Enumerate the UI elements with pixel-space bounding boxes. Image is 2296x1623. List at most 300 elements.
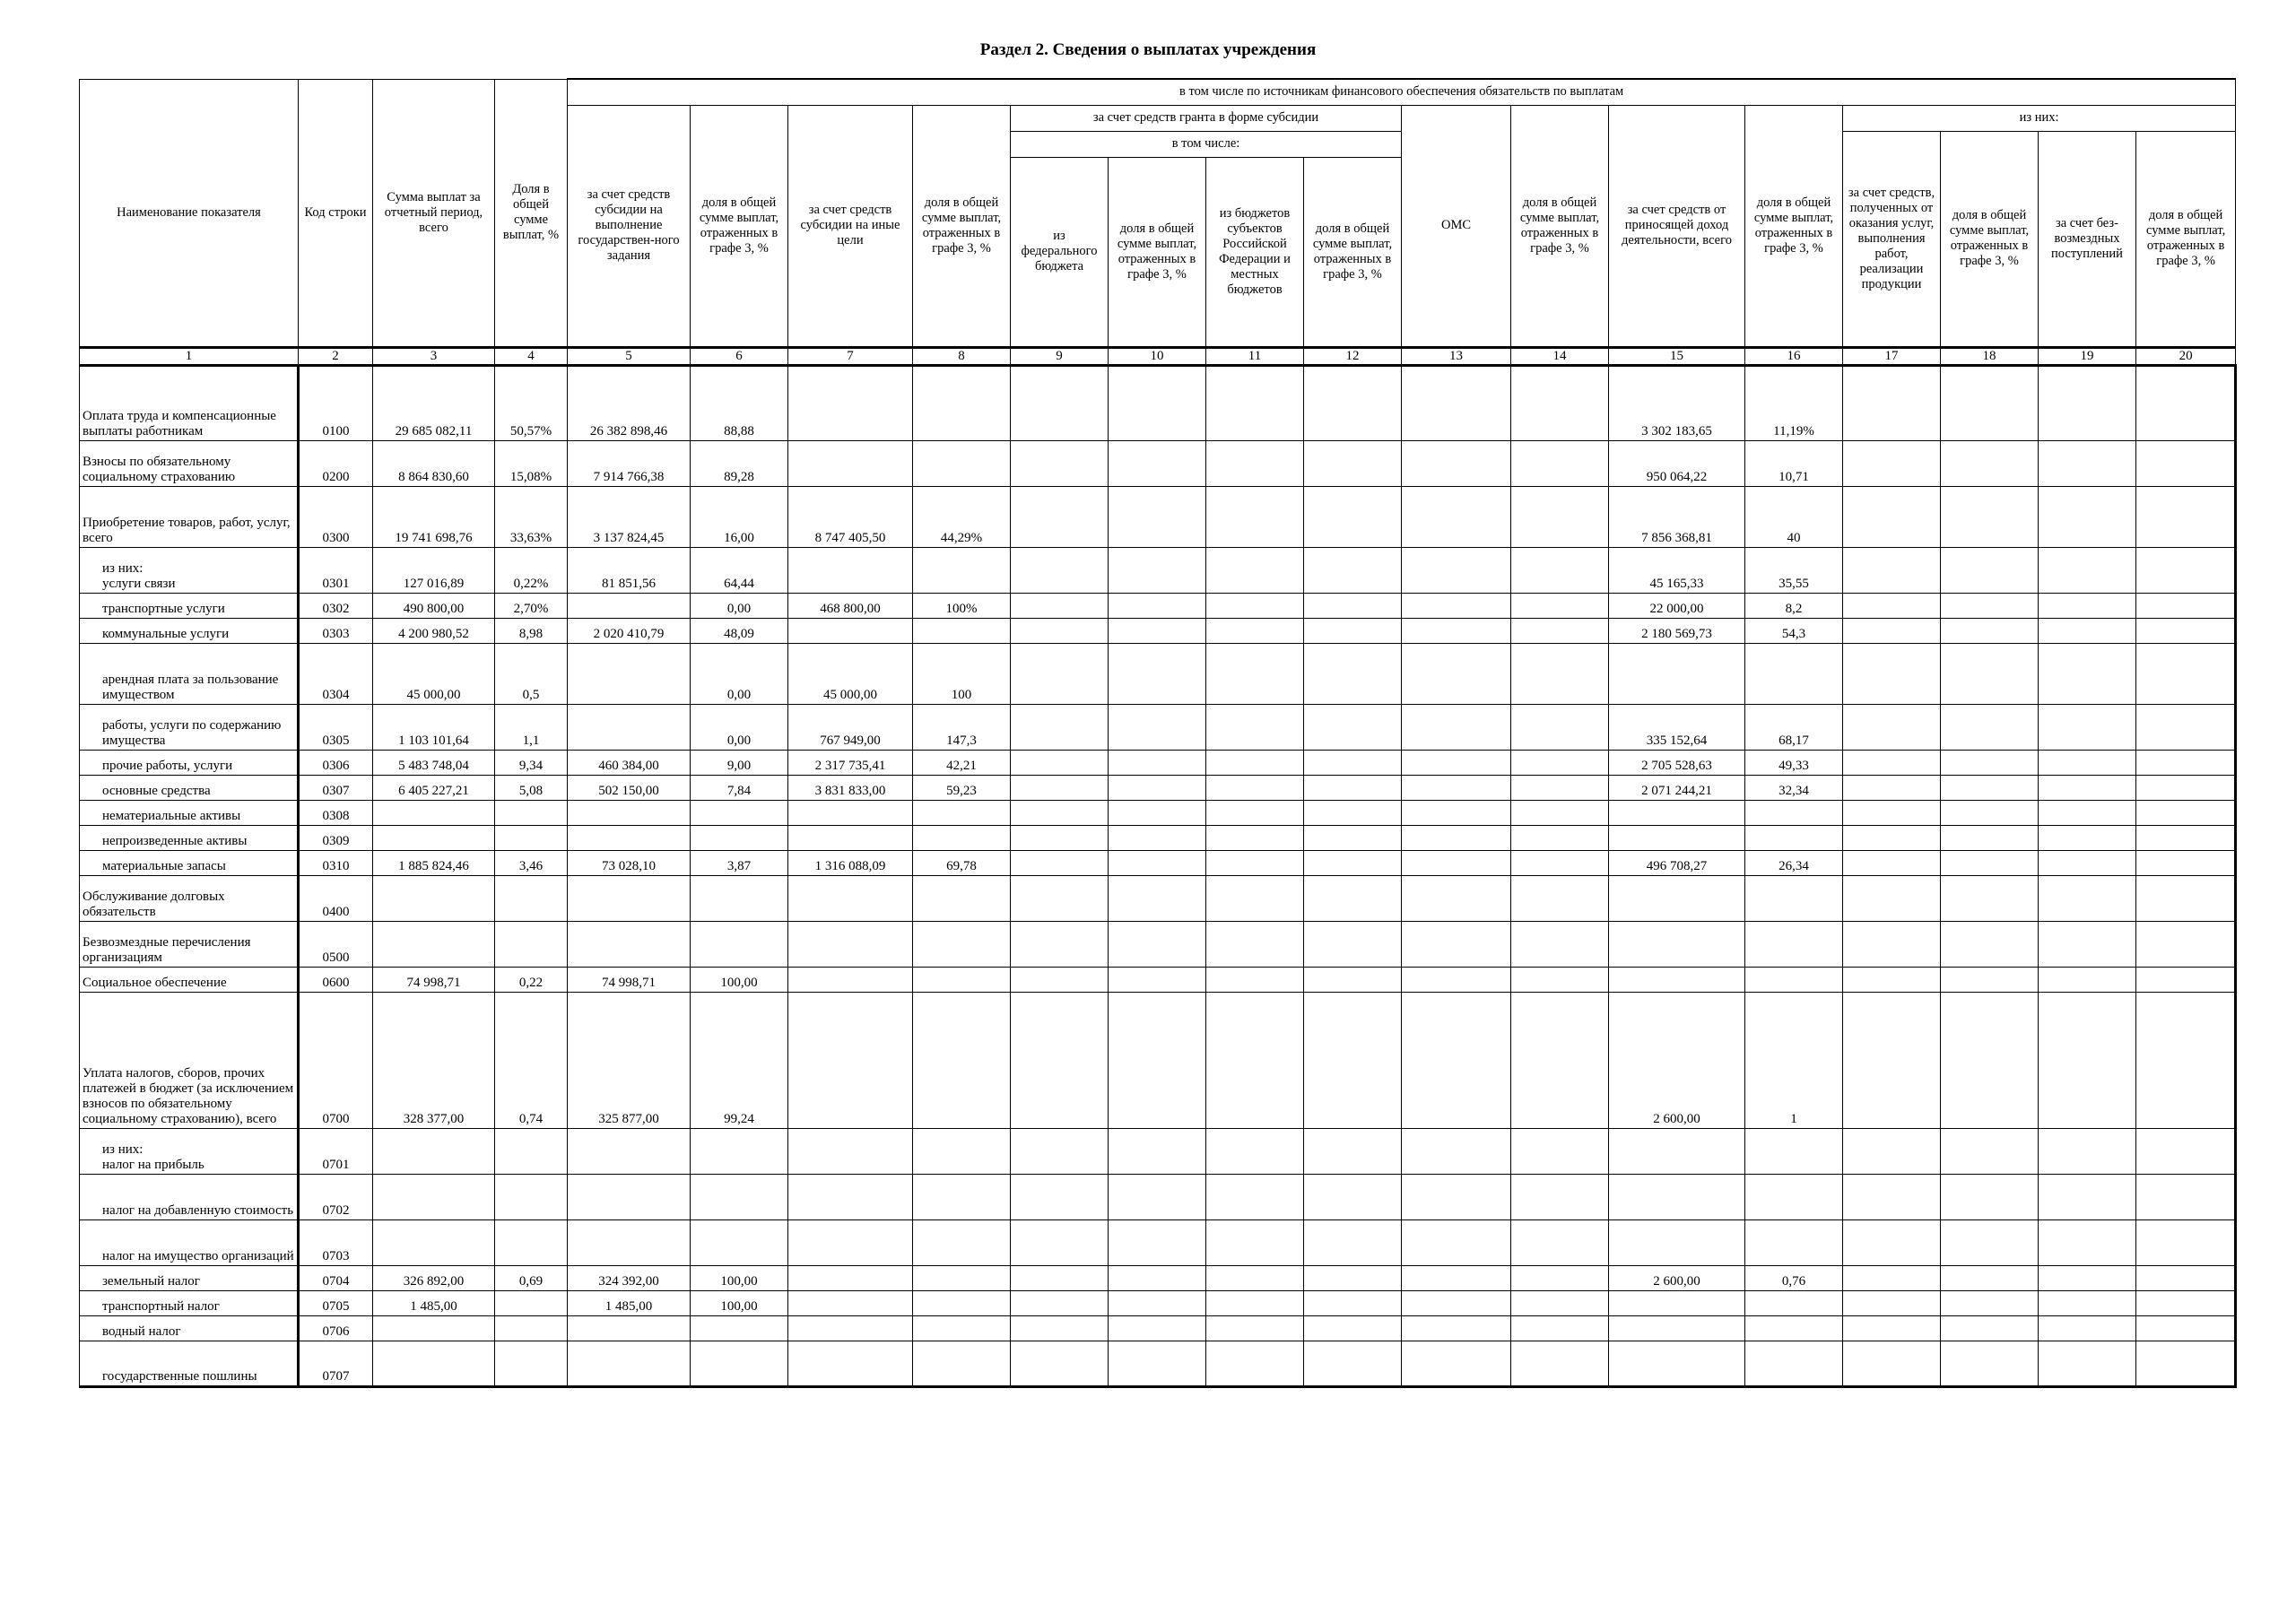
table-body [80,365,2236,1386]
table-row [80,875,2236,921]
cell-col11 [1206,775,1304,800]
cell-col6: 100,00 [691,1290,788,1315]
cell-col12 [1304,921,1402,967]
cell-col8 [913,1265,1011,1290]
cell-col8: 69,78 [913,850,1011,875]
cell-col5 [568,825,691,850]
cell-col13 [1402,750,1511,775]
cell-col3: 490 800,00 [373,593,495,618]
cell-col16: 49,33 [1745,750,1843,775]
column-number: 12 [1304,347,1402,365]
row-code: 0703 [299,1219,373,1265]
cell-col10 [1109,1174,1206,1219]
cell-col17 [1843,440,1941,486]
cell-col19 [2039,750,2136,775]
cell-col6: 3,87 [691,850,788,875]
row-code: 0200 [299,440,373,486]
cell-col6: 0,00 [691,593,788,618]
table-row [80,1315,2236,1341]
cell-col5 [568,875,691,921]
cell-col8 [913,1219,1011,1265]
header-indicator-name: Наименование показателя [80,79,299,347]
indicator-name: земельный налог [80,1265,299,1290]
cell-col12 [1304,1265,1402,1290]
column-number: 11 [1206,347,1304,365]
indicator-name: Уплата налогов, сборов, прочих платежей в бюджет (за исключением взносов по обязательному социальному страхованию), всего [80,992,299,1128]
cell-col12 [1304,850,1402,875]
header-col16: доля в общей сумме выплат, отраженных в графе 3, % [1745,105,1843,347]
cell-col6 [691,875,788,921]
cell-col12 [1304,800,1402,825]
cell-col15: 496 708,27 [1609,850,1745,875]
cell-col17 [1843,921,1941,967]
cell-col12 [1304,992,1402,1128]
cell-col16 [1745,967,1843,992]
indicator-name: Безвозмездные перечисления организациям [80,921,299,967]
cell-col4: 3,46 [495,850,568,875]
cell-col13 [1402,618,1511,643]
cell-col17 [1843,1341,1941,1386]
cell-col19 [2039,1128,2136,1174]
cell-col20 [2136,800,2236,825]
header-col18: доля в общей сумме выплат, отраженных в графе 3, % [1941,131,2039,347]
cell-col5 [568,1174,691,1219]
cell-col4: 0,69 [495,1265,568,1290]
cell-col19 [2039,992,2136,1128]
cell-col14 [1511,875,1609,921]
cell-col3 [373,825,495,850]
indicator-name: арендная плата за пользование имуществом [80,643,299,704]
cell-col13 [1402,992,1511,1128]
cell-col7 [788,825,913,850]
cell-col18 [1941,750,2039,775]
cell-col3: 1 885 824,46 [373,850,495,875]
cell-col9 [1011,967,1109,992]
cell-col4 [495,1174,568,1219]
cell-col5 [568,921,691,967]
row-code: 0305 [299,704,373,750]
column-number: 10 [1109,347,1206,365]
cell-col13 [1402,775,1511,800]
cell-col12 [1304,618,1402,643]
cell-col14 [1511,1174,1609,1219]
cell-col20 [2136,593,2236,618]
cell-col18 [1941,547,2039,593]
cell-col14 [1511,618,1609,643]
cell-col18 [1941,1174,2039,1219]
cell-col13 [1402,1341,1511,1386]
cell-col13 [1402,486,1511,547]
cell-col3 [373,800,495,825]
indicator-name: налог на имущество организаций [80,1219,299,1265]
cell-col4 [495,921,568,967]
cell-col13 [1402,1290,1511,1315]
cell-col8: 59,23 [913,775,1011,800]
cell-col7 [788,967,913,992]
cell-col8: 44,29% [913,486,1011,547]
cell-col14 [1511,850,1609,875]
indicator-name: прочие работы, услуги [80,750,299,775]
cell-col12 [1304,775,1402,800]
cell-col13 [1402,704,1511,750]
cell-col19 [2039,486,2136,547]
cell-col17 [1843,365,1941,440]
indicator-name: государственные пошлины [80,1341,299,1386]
table-row [80,704,2236,750]
cell-col14 [1511,440,1609,486]
cell-col7 [788,1315,913,1341]
cell-col20 [2136,825,2236,850]
cell-col11 [1206,800,1304,825]
cell-col5 [568,1128,691,1174]
cell-col10 [1109,992,1206,1128]
cell-col19 [2039,1219,2136,1265]
cell-col7 [788,547,913,593]
cell-col9 [1011,1219,1109,1265]
cell-col6: 16,00 [691,486,788,547]
row-code: 0309 [299,825,373,850]
cell-col4: 8,98 [495,618,568,643]
cell-col10 [1109,1219,1206,1265]
cell-col19 [2039,1265,2136,1290]
column-number: 13 [1402,347,1511,365]
row-code: 0300 [299,486,373,547]
cell-col16 [1745,921,1843,967]
cell-col7 [788,365,913,440]
cell-col19 [2039,825,2136,850]
cell-col13 [1402,1315,1511,1341]
cell-col14 [1511,775,1609,800]
cell-col19 [2039,967,2136,992]
row-code: 0100 [299,365,373,440]
cell-col13 [1402,643,1511,704]
cell-col15 [1609,643,1745,704]
table-row [80,486,2236,547]
cell-col3: 8 864 830,60 [373,440,495,486]
cell-col17 [1843,1174,1941,1219]
cell-col12 [1304,1341,1402,1386]
cell-col9 [1011,1128,1109,1174]
cell-col18 [1941,1265,2039,1290]
cell-col20 [2136,704,2236,750]
cell-col17 [1843,750,1941,775]
indicator-name: материальные запасы [80,850,299,875]
cell-col15: 2 600,00 [1609,1265,1745,1290]
cell-col8 [913,440,1011,486]
cell-col10 [1109,643,1206,704]
cell-col8 [913,1128,1011,1174]
cell-col5 [568,704,691,750]
cell-col20 [2136,486,2236,547]
cell-col6: 89,28 [691,440,788,486]
cell-col16: 32,34 [1745,775,1843,800]
cell-col20 [2136,365,2236,440]
cell-col5: 2 020 410,79 [568,618,691,643]
cell-col9 [1011,825,1109,850]
cell-col6 [691,1219,788,1265]
cell-col19 [2039,618,2136,643]
cell-col10 [1109,921,1206,967]
cell-col12 [1304,1219,1402,1265]
cell-col5: 7 914 766,38 [568,440,691,486]
cell-col5 [568,593,691,618]
cell-col11 [1206,440,1304,486]
indicator-name: непроизведенные активы [80,825,299,850]
cell-col4: 33,63% [495,486,568,547]
cell-col7 [788,921,913,967]
cell-col8: 100% [913,593,1011,618]
cell-col6 [691,921,788,967]
column-number: 5 [568,347,691,365]
cell-col12 [1304,1174,1402,1219]
header-col17: за счет средств, полученных от оказания услуг, выполнения работ, реализации продукции [1843,131,1941,347]
cell-col11 [1206,850,1304,875]
header-col19: за счет без-возмездных поступлений [2039,131,2136,347]
table-row [80,921,2236,967]
header-col6: доля в общей сумме выплат, отраженных в графе 3, % [691,105,788,347]
cell-col11 [1206,875,1304,921]
cell-col16: 11,19% [1745,365,1843,440]
cell-col7 [788,1219,913,1265]
header-group-incl: в том числе: [1011,131,1402,157]
cell-col15 [1609,800,1745,825]
cell-col19 [2039,921,2136,967]
cell-col8 [913,800,1011,825]
header-col5: за счет средств субсидии на выполнение государствен-ного задания [568,105,691,347]
cell-col4 [495,1341,568,1386]
cell-col15 [1609,1219,1745,1265]
cell-col7 [788,1174,913,1219]
cell-col5: 502 150,00 [568,775,691,800]
cell-col9 [1011,1290,1109,1315]
cell-col9 [1011,800,1109,825]
cell-col14 [1511,1290,1609,1315]
cell-col13 [1402,593,1511,618]
cell-col10 [1109,618,1206,643]
header-col13: ОМС [1402,105,1511,347]
cell-col13 [1402,1174,1511,1219]
cell-col16: 54,3 [1745,618,1843,643]
cell-col17 [1843,775,1941,800]
row-code: 0301 [299,547,373,593]
cell-col3 [373,1174,495,1219]
cell-col16 [1745,825,1843,850]
cell-col10 [1109,875,1206,921]
indicator-name: Социальное обеспечение [80,967,299,992]
cell-col20 [2136,643,2236,704]
cell-col12 [1304,643,1402,704]
cell-col4: 1,1 [495,704,568,750]
cell-col12 [1304,875,1402,921]
cell-col16 [1745,1174,1843,1219]
cell-col11 [1206,643,1304,704]
cell-col3: 5 483 748,04 [373,750,495,775]
cell-col14 [1511,547,1609,593]
cell-col15: 3 302 183,65 [1609,365,1745,440]
cell-col3: 127 016,89 [373,547,495,593]
cell-col13 [1402,800,1511,825]
cell-col15: 2 180 569,73 [1609,618,1745,643]
row-code: 0701 [299,1128,373,1174]
cell-col11 [1206,486,1304,547]
cell-col14 [1511,1265,1609,1290]
cell-col19 [2039,1315,2136,1341]
cell-col20 [2136,1128,2236,1174]
cell-col18 [1941,1128,2039,1174]
cell-col3: 19 741 698,76 [373,486,495,547]
cell-col10 [1109,1290,1206,1315]
cell-col14 [1511,365,1609,440]
cell-col4 [495,825,568,850]
cell-col7 [788,800,913,825]
cell-col5: 3 137 824,45 [568,486,691,547]
cell-col18 [1941,800,2039,825]
row-code: 0706 [299,1315,373,1341]
row-code: 0306 [299,750,373,775]
column-number: 17 [1843,347,1941,365]
cell-col6: 9,00 [691,750,788,775]
table-row [80,750,2236,775]
cell-col14 [1511,1128,1609,1174]
cell-col13 [1402,547,1511,593]
cell-col15: 2 071 244,21 [1609,775,1745,800]
cell-col20 [2136,1265,2236,1290]
cell-col5: 460 384,00 [568,750,691,775]
cell-col17 [1843,643,1941,704]
cell-col16 [1745,643,1843,704]
cell-col16 [1745,875,1843,921]
header-col9: из федерального бюджета [1011,157,1109,347]
cell-col18 [1941,875,2039,921]
cell-col18 [1941,1315,2039,1341]
cell-col13 [1402,967,1511,992]
cell-col3: 6 405 227,21 [373,775,495,800]
cell-col11 [1206,1174,1304,1219]
cell-col18 [1941,643,2039,704]
cell-col16: 40 [1745,486,1843,547]
cell-col8 [913,1174,1011,1219]
cell-col14 [1511,992,1609,1128]
cell-col6 [691,800,788,825]
cell-col6 [691,1341,788,1386]
header-share-total: Доля в общей сумме выплат, % [495,79,568,347]
cell-col13 [1402,1265,1511,1290]
cell-col20 [2136,1174,2236,1219]
cell-col3: 1 103 101,64 [373,704,495,750]
cell-col12 [1304,486,1402,547]
cell-col13 [1402,875,1511,921]
cell-col9 [1011,593,1109,618]
cell-col16: 8,2 [1745,593,1843,618]
cell-col17 [1843,486,1941,547]
cell-col3 [373,1219,495,1265]
cell-col8 [913,547,1011,593]
cell-col4: 0,74 [495,992,568,1128]
row-code: 0310 [299,850,373,875]
cell-col4: 5,08 [495,775,568,800]
header-group-sources: в том числе по источникам финансового обеспечения обязательств по выплатам [568,79,2236,105]
cell-col5 [568,800,691,825]
cell-col7 [788,1290,913,1315]
indicator-name-text: налог на прибыль [102,1157,204,1172]
cell-col20 [2136,618,2236,643]
cell-col20 [2136,992,2236,1128]
cell-col16 [1745,1128,1843,1174]
cell-col5: 81 851,56 [568,547,691,593]
header-col10: доля в общей сумме выплат, отраженных в графе 3, % [1109,157,1206,347]
cell-col13 [1402,440,1511,486]
cell-col15: 335 152,64 [1609,704,1745,750]
cell-col8 [913,967,1011,992]
cell-col14 [1511,704,1609,750]
cell-col10 [1109,800,1206,825]
cell-col16 [1745,1341,1843,1386]
indicator-name: транспортный налог [80,1290,299,1315]
cell-col4: 15,08% [495,440,568,486]
cell-col11 [1206,1265,1304,1290]
payments-table-container [79,78,2235,1388]
cell-col6: 0,00 [691,643,788,704]
cell-col19 [2039,875,2136,921]
cell-col15: 2 600,00 [1609,992,1745,1128]
cell-col12 [1304,967,1402,992]
cell-col10 [1109,486,1206,547]
indicator-name-text: услуги связи [102,576,176,591]
cell-col19 [2039,1174,2136,1219]
cell-col17 [1843,1290,1941,1315]
row-code: 0308 [299,800,373,825]
indicator-name: Взносы по обязательному социальному страхованию [80,440,299,486]
cell-col20 [2136,1315,2236,1341]
cell-col3: 29 685 082,11 [373,365,495,440]
cell-col4: 9,34 [495,750,568,775]
cell-col9 [1011,618,1109,643]
cell-col4: 0,5 [495,643,568,704]
indicator-name: Оплата труда и компенсационные выплаты работникам [80,365,299,440]
row-code: 0307 [299,775,373,800]
column-number: 2 [299,347,373,365]
table-row [80,618,2236,643]
column-number: 4 [495,347,568,365]
cell-col12 [1304,750,1402,775]
table-row [80,1128,2236,1174]
cell-col3 [373,875,495,921]
row-code: 0702 [299,1174,373,1219]
cell-col5: 73 028,10 [568,850,691,875]
cell-col9 [1011,1265,1109,1290]
cell-col13 [1402,921,1511,967]
cell-col14 [1511,1219,1609,1265]
cell-col9 [1011,775,1109,800]
cell-col7 [788,875,913,921]
cell-col4 [495,800,568,825]
cell-col16: 26,34 [1745,850,1843,875]
indicator-name-prefix: из них: [102,1141,144,1157]
cell-col16: 1 [1745,992,1843,1128]
indicator-name [80,547,299,593]
cell-col9 [1011,875,1109,921]
cell-col15 [1609,921,1745,967]
indicator-name: Приобретение товаров, работ, услуг, всего [80,486,299,547]
cell-col10 [1109,1265,1206,1290]
indicator-name: водный налог [80,1315,299,1341]
table-row [80,1219,2236,1265]
cell-col17 [1843,1315,1941,1341]
cell-col9 [1011,850,1109,875]
cell-col5: 74 998,71 [568,967,691,992]
cell-col6: 88,88 [691,365,788,440]
cell-col12 [1304,1128,1402,1174]
